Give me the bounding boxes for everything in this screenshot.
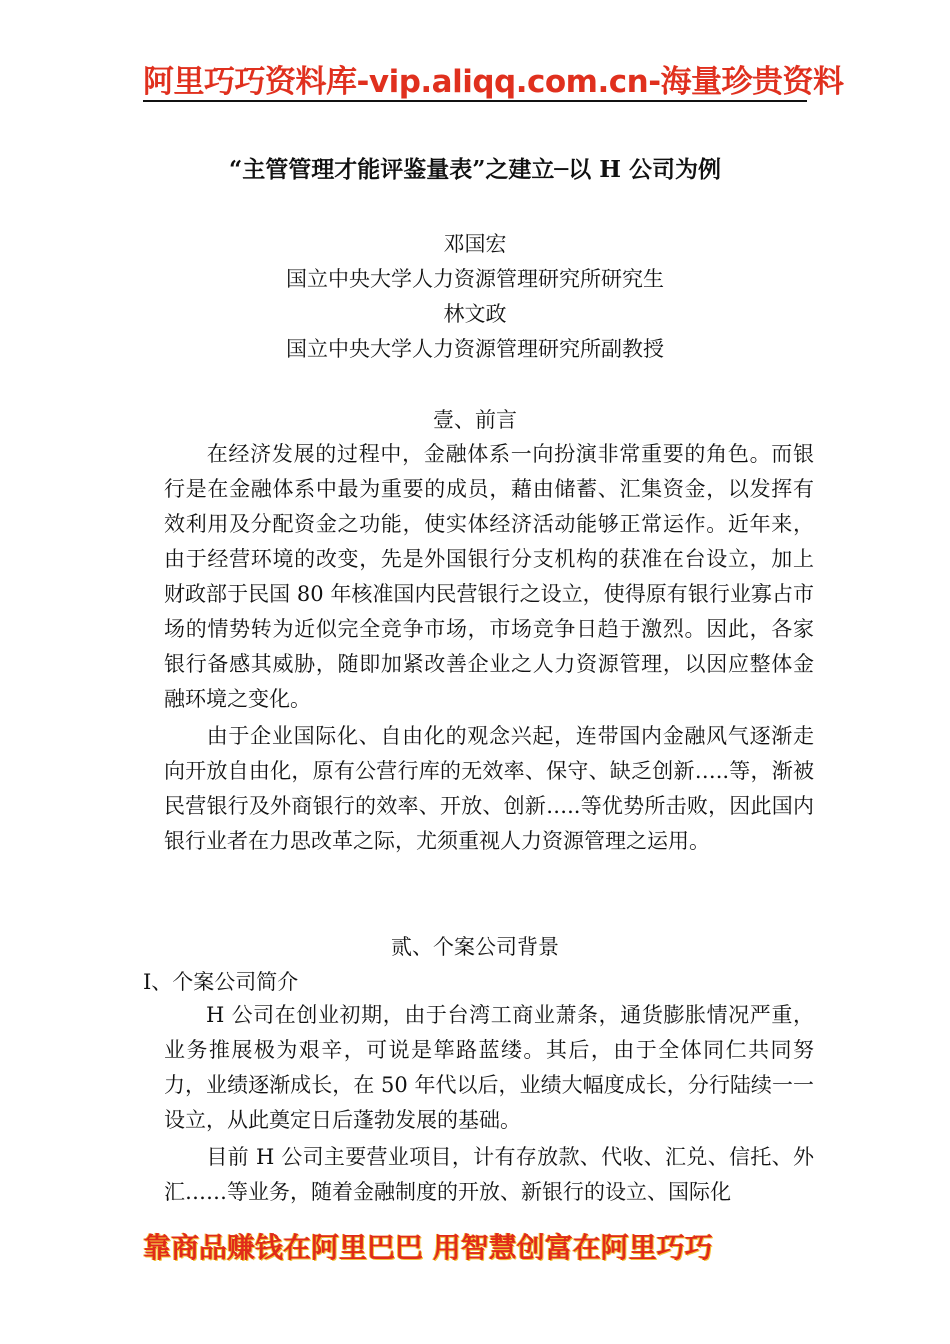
subsection-heading: Ⅰ、个案公司简介 (143, 970, 299, 994)
section-heading: 壹、前言 (433, 408, 517, 432)
header-divider (143, 100, 807, 102)
paragraph: 由于企业国际化、自由化的观念兴起，连带国内金融风气逐渐走向开放自由化，原有公营行库的无效率、保守、缺乏创新…..等，渐被民营银行及外商银行的效率、开放、创新…..等优势所击败，因此国内银行业者在力思改革之际，尤须重视人力资源管理之运用。 (164, 724, 814, 853)
author-name: 邓国宏 (443, 232, 507, 256)
section-heading: 贰、个案公司背景 (391, 935, 559, 959)
author-affiliation: 国立中央大学人力资源管理研究所副教授 (286, 337, 664, 361)
document-title: “主管管理才能评鉴量表”之建立─以 H 公司为例 (228, 156, 722, 183)
paragraph: H 公司在创业初期，由于台湾工商业萧条，通货膨胀情况严重，业务推展极为艰辛，可说是筚路蓝缕。其后，由于全体同仁共同努力，业绩逐渐成长，在 50 年代以后，业绩大幅度成长，分行陆续一一设立，从此奠定日后蓬勃发展的基础。 (164, 1003, 814, 1132)
paragraph: 目前 H 公司主要营业项目，计有存放款、代收、汇兑、信托、外汇……等业务，随着金融制度的开放、新银行的设立、国际化 (164, 1145, 814, 1204)
paragraph: 在经济发展的过程中，金融体系一向扮演非常重要的角色。而银行是在金融体系中最为重要的成员，藉由储蓄、汇集资金，以发挥有效利用及分配资金之功能，使实体经济活动能够正常运作。近年来，由于经营环境的改变，先是外国银行分支机构的获准在台设立，加上财政部于民国 80 年核准国内民营银行之设立，使得原有银行业寡占市场的情势转为近似完全竞争市场，市场竞争日趋于激烈。因此，各家银行备感其威胁，随即加紧改善企业之人力资源管理，以因应整体金融环境之变化。 (164, 442, 814, 711)
footer-banner: 靠商品赚钱在阿里巴巴 用智慧创富在阿里巧巧 (143, 1231, 713, 1264)
header-banner: 阿里巧巧资料库-vip.aliqq.com.cn-海量珍贵资料 (143, 64, 844, 100)
author-name: 林文政 (443, 302, 507, 326)
author-affiliation: 国立中央大学人力资源管理研究所研究生 (286, 267, 664, 291)
